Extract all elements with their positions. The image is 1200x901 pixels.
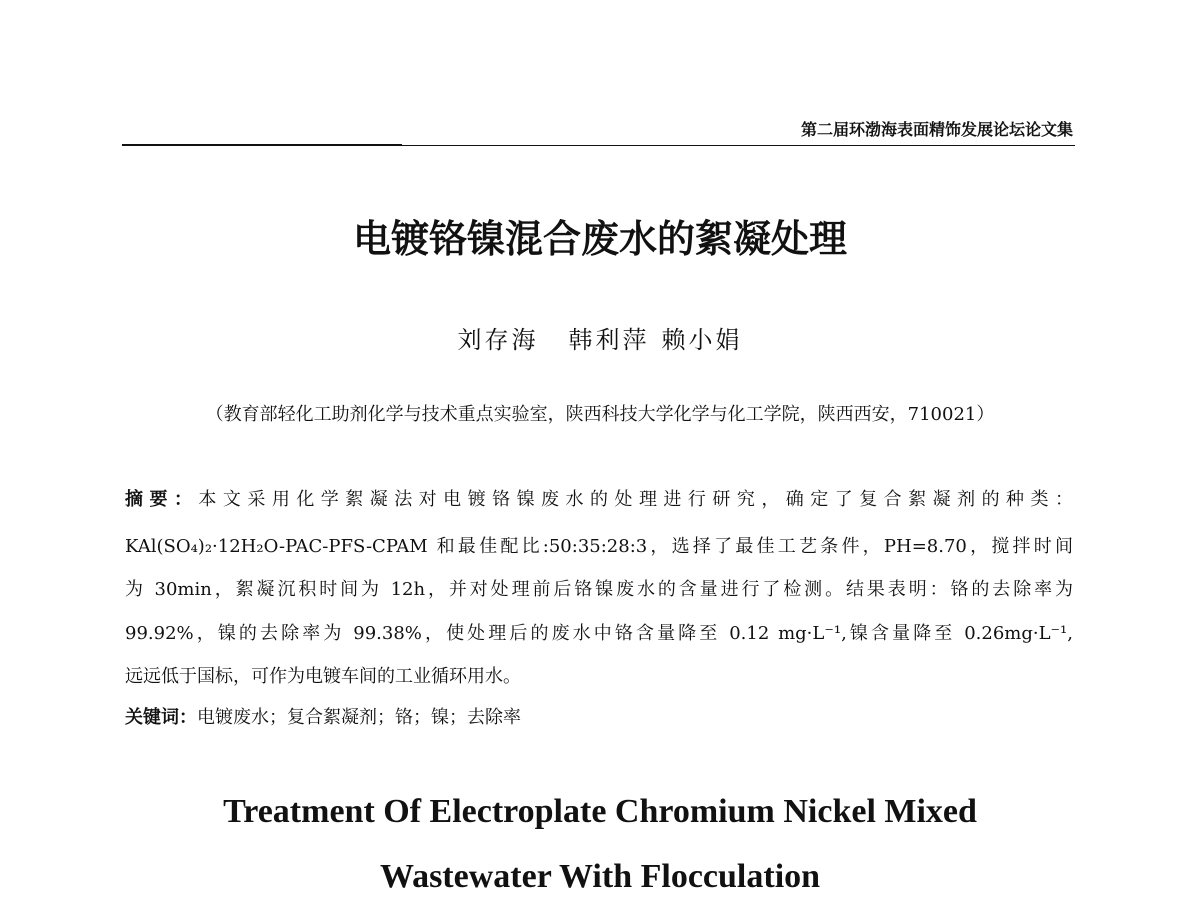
chinese-title: 电镀铬镍混合废水的絮凝处理 [352, 217, 847, 261]
english-title-line: Wastewater With Flocculation [379, 858, 821, 895]
keywords-label: 关键词： [125, 707, 197, 728]
abstract-text: 本文采用化学絮凝法对电镀铬镍废水的处理进行研究，确定了复合絮凝剂的种类： [198, 489, 1073, 510]
affiliation: （教育部轻化工助剂化学与技术重点实验室，陕西科技大学化学与化工学院，陕西西安，710021） [205, 404, 995, 425]
author-name: 赖小娟 [661, 326, 743, 354]
abstract-label: 摘要： [125, 489, 199, 510]
author-name: 韩利萍 [568, 326, 650, 354]
abstract-line: 为 30min，絮凝沉积时间为 12h，并对处理前后铬镍废水的含量进行了检测。结果表明：铬的去除率为 [125, 579, 1073, 600]
running-header: 第二届环渤海表面精饰发展论坛论文集 [800, 120, 1073, 139]
english-title-line: Treatment Of Electroplate Chromium Nickel Mixed [223, 793, 977, 830]
keywords-text: 电镀废水；复合絮凝剂；铬；镍；去除率 [197, 707, 521, 728]
keywords [125, 706, 521, 730]
header-rule-thick-segment [122, 144, 402, 146]
abstract-line [125, 488, 1073, 512]
author-name: 刘存海 [457, 326, 539, 354]
abstract-line: 99.92%，镍的去除率为 99.38%，使处理后的废水中铬含量降至 0.12 mg·L⁻¹,镍含量降至 0.26mg·L⁻¹, [125, 623, 1073, 644]
abstract-line: KAl(SO₄)₂·12H₂O-PAC-PFS-CPAM 和最佳配比:50:35:28:3，选择了最佳工艺条件，PH=8.70，搅拌时间 [125, 536, 1073, 557]
abstract-line: 远远低于国标，可作为电镀车间的工业循环用水。 [125, 666, 521, 687]
author-list [0, 326, 1200, 354]
